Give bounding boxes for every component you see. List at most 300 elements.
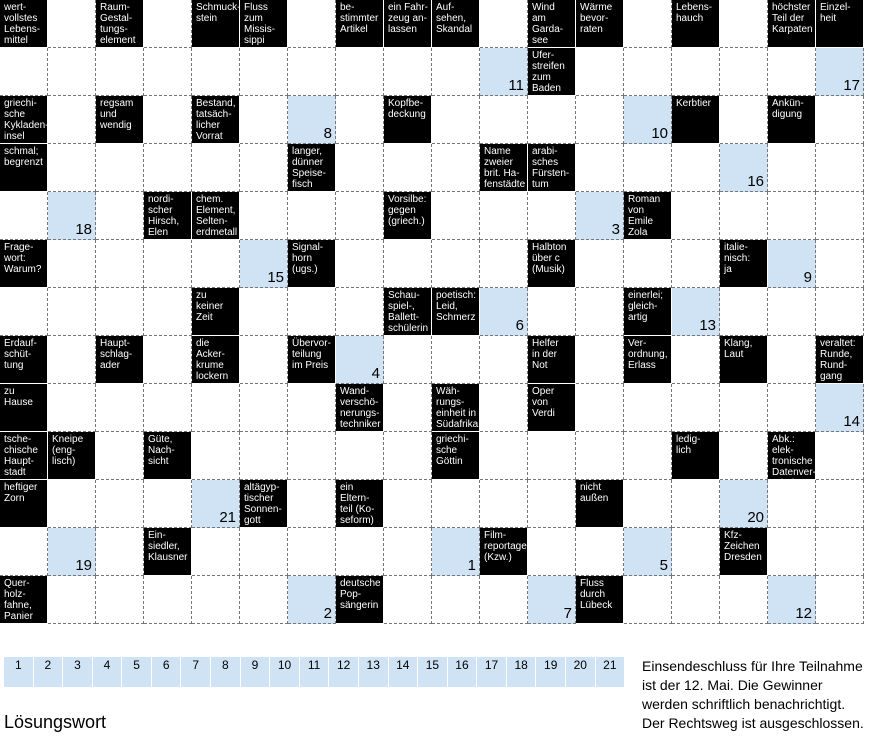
clue-text-line: Emile (628, 216, 654, 227)
answer-cell[interactable] (624, 576, 672, 624)
clue-cell (672, 432, 720, 480)
solution-letter-box[interactable] (34, 657, 64, 687)
solution-letter-box[interactable] (329, 657, 359, 687)
answer-cell[interactable] (720, 192, 768, 240)
clue-text-line: tatsäch- (196, 109, 232, 120)
answer-cell[interactable] (480, 480, 528, 528)
clue-cell (336, 576, 384, 624)
solution-cell[interactable] (432, 528, 480, 576)
answer-cell[interactable] (96, 240, 144, 288)
clue-text-line: Lebens- (676, 2, 713, 13)
answer-cell[interactable] (48, 288, 96, 336)
clue-text-line: Ufer- (532, 50, 555, 61)
answer-cell[interactable] (624, 144, 672, 192)
clue-text-line: seform) (340, 515, 374, 526)
answer-cell[interactable] (432, 240, 480, 288)
answer-cell[interactable] (96, 144, 144, 192)
answer-cell[interactable] (384, 384, 432, 432)
solution-cell[interactable] (768, 240, 816, 288)
answer-cell[interactable] (336, 144, 384, 192)
answer-cell[interactable] (384, 480, 432, 528)
answer-cell[interactable] (576, 528, 624, 576)
answer-cell[interactable] (480, 240, 528, 288)
answer-cell[interactable] (288, 48, 336, 96)
answer-cell[interactable] (96, 432, 144, 480)
answer-cell[interactable] (576, 336, 624, 384)
answer-cell[interactable] (624, 480, 672, 528)
answer-cell[interactable] (528, 192, 576, 240)
clue-text-line: Göttin (436, 456, 463, 467)
answer-cell[interactable] (240, 432, 288, 480)
answer-cell[interactable] (96, 48, 144, 96)
answer-cell[interactable] (720, 0, 768, 48)
answer-cell[interactable] (672, 240, 720, 288)
clue-cell (768, 96, 816, 144)
answer-cell[interactable] (672, 336, 720, 384)
clue-text-line: Ballett- (388, 312, 420, 323)
answer-cell[interactable] (336, 432, 384, 480)
answer-cell[interactable] (144, 336, 192, 384)
solution-letter-box[interactable] (122, 657, 152, 687)
solution-letter-box[interactable] (566, 657, 596, 687)
clue-text-line: Leid, (436, 301, 458, 312)
solution-letter-box[interactable] (63, 657, 93, 687)
answer-cell[interactable] (432, 96, 480, 144)
answer-cell[interactable] (576, 240, 624, 288)
answer-cell[interactable] (0, 288, 48, 336)
notice-line: ist der 12. Mai. Die Gewinner (642, 677, 823, 693)
solution-cell[interactable] (720, 480, 768, 528)
answer-cell[interactable] (384, 144, 432, 192)
solution-cell[interactable] (48, 528, 96, 576)
solution-letter-number: 15 (425, 658, 440, 672)
solution-letter-box[interactable] (4, 657, 34, 687)
solution-number: 12 (795, 605, 812, 622)
clue-text-line: zum (532, 72, 551, 83)
solution-cell[interactable] (768, 576, 816, 624)
clue-text-line: Panier (4, 611, 33, 622)
answer-cell[interactable] (96, 192, 144, 240)
answer-cell[interactable] (768, 192, 816, 240)
answer-cell[interactable] (816, 240, 864, 288)
answer-cell[interactable] (48, 0, 96, 48)
clue-text-line: höchster (772, 2, 811, 13)
clue-cell (0, 0, 48, 48)
clue-text-line: wendig (100, 120, 132, 131)
clue-text-line: Datenver- (772, 467, 816, 478)
answer-cell[interactable] (336, 288, 384, 336)
solution-cell[interactable] (240, 240, 288, 288)
solution-letter-number: 11 (307, 658, 321, 672)
clue-text-line: Gestal- (100, 13, 133, 24)
clue-text-line: (ugs.) (292, 264, 318, 275)
answer-cell[interactable] (624, 384, 672, 432)
answer-cell[interactable] (768, 48, 816, 96)
clue-text-line: Eltern- (340, 493, 370, 504)
answer-cell[interactable] (192, 432, 240, 480)
answer-cell[interactable] (432, 48, 480, 96)
clue-text-line: Acker- (196, 349, 225, 360)
clue-text-line: gegen (388, 205, 416, 216)
answer-cell[interactable] (672, 48, 720, 96)
solution-cell[interactable] (720, 144, 768, 192)
clue-text-line: deckung (388, 109, 426, 120)
answer-cell[interactable] (768, 384, 816, 432)
answer-cell[interactable] (720, 48, 768, 96)
clue-text-line: Schmerz (436, 312, 476, 323)
solution-cell[interactable] (672, 288, 720, 336)
answer-cell[interactable] (528, 96, 576, 144)
answer-cell[interactable] (144, 96, 192, 144)
answer-cell[interactable] (768, 336, 816, 384)
answer-cell[interactable] (144, 480, 192, 528)
clue-text-line: see (532, 35, 549, 46)
answer-cell[interactable] (720, 288, 768, 336)
answer-cell[interactable] (192, 576, 240, 624)
solution-letter-box[interactable] (596, 657, 626, 687)
solution-letter-box[interactable] (477, 657, 507, 687)
clue-text-line: Not (532, 360, 548, 371)
answer-cell[interactable] (576, 144, 624, 192)
solution-cell[interactable] (288, 576, 336, 624)
answer-cell[interactable] (672, 384, 720, 432)
answer-cell[interactable] (288, 192, 336, 240)
clue-text-line: Teil der (772, 13, 805, 24)
solution-number: 21 (219, 509, 236, 526)
answer-cell[interactable] (48, 480, 96, 528)
answer-cell[interactable] (0, 48, 48, 96)
solution-cell[interactable] (528, 576, 576, 624)
answer-cell[interactable] (336, 240, 384, 288)
clue-text-line: altägyp- (244, 482, 280, 493)
clue-text-line: Güte, (148, 434, 173, 445)
answer-cell[interactable] (240, 48, 288, 96)
clue-text-line: über c (532, 253, 560, 264)
clue-text-line: lockern (196, 371, 229, 382)
clue-text-line: ordnung, (628, 349, 668, 360)
answer-cell[interactable] (816, 288, 864, 336)
clue-cell (624, 336, 672, 384)
clue-text-line: veraltet: (820, 338, 856, 349)
clue-text-line: Garda- (532, 24, 564, 35)
answer-cell[interactable] (240, 576, 288, 624)
clue-text-line: (eng- (52, 445, 76, 456)
clue-text-line: Verdi (532, 408, 555, 419)
answer-cell[interactable] (480, 336, 528, 384)
clue-text-line: Übervor- (292, 338, 331, 349)
solution-letter-box[interactable] (448, 657, 478, 687)
solution-cell[interactable] (480, 48, 528, 96)
answer-cell[interactable] (432, 480, 480, 528)
answer-cell[interactable] (144, 48, 192, 96)
clue-text-line: einheit in (436, 408, 477, 419)
clue-cell (336, 384, 384, 432)
clue-text-line: Zeit (196, 312, 213, 323)
clue-text-line: Laut (724, 349, 744, 360)
answer-cell[interactable] (288, 432, 336, 480)
answer-cell[interactable] (624, 0, 672, 48)
answer-cell[interactable] (384, 48, 432, 96)
clue-text-line: von (628, 205, 645, 216)
answer-cell[interactable] (816, 432, 864, 480)
answer-cell[interactable] (480, 432, 528, 480)
solution-cell[interactable] (336, 336, 384, 384)
answer-cell[interactable] (0, 192, 48, 240)
answer-cell[interactable] (336, 96, 384, 144)
solution-letter-number: 8 (221, 658, 229, 672)
answer-cell[interactable] (480, 576, 528, 624)
answer-cell[interactable] (144, 288, 192, 336)
answer-cell[interactable] (288, 480, 336, 528)
answer-cell[interactable] (816, 192, 864, 240)
answer-cell[interactable] (816, 96, 864, 144)
answer-cell[interactable] (672, 528, 720, 576)
answer-cell[interactable] (720, 576, 768, 624)
clue-cell (720, 336, 768, 384)
clue-text-line: rungs- (436, 397, 465, 408)
clue-text-line: poetisch: (436, 290, 477, 301)
clue-text-line: schmal; (4, 146, 39, 157)
answer-cell[interactable] (624, 48, 672, 96)
answer-cell[interactable] (192, 384, 240, 432)
answer-cell[interactable] (528, 288, 576, 336)
answer-cell[interactable] (624, 240, 672, 288)
answer-cell[interactable] (384, 336, 432, 384)
answer-cell[interactable] (528, 528, 576, 576)
answer-cell[interactable] (192, 240, 240, 288)
answer-cell[interactable] (432, 336, 480, 384)
answer-cell[interactable] (288, 288, 336, 336)
solution-cell[interactable] (816, 48, 864, 96)
answer-cell[interactable] (432, 192, 480, 240)
answer-cell[interactable] (576, 432, 624, 480)
clue-text-line: sängerin (340, 600, 379, 611)
clue-cell (768, 432, 816, 489)
solution-letter-box[interactable] (507, 657, 537, 687)
answer-cell[interactable] (384, 240, 432, 288)
clue-text-line: langer, (292, 146, 323, 157)
answer-cell[interactable] (672, 576, 720, 624)
answer-cell[interactable] (48, 384, 96, 432)
clue-cell (0, 384, 48, 432)
clue-text-line: siedler, (148, 541, 180, 552)
solution-letter-box[interactable] (359, 657, 389, 687)
answer-cell[interactable] (48, 336, 96, 384)
answer-cell[interactable] (480, 384, 528, 432)
clue-text-line: Fluss (244, 2, 268, 13)
solution-cell[interactable] (48, 192, 96, 240)
clue-cell (624, 192, 672, 240)
solution-number: 13 (699, 317, 716, 334)
clue-cell (288, 240, 336, 288)
answer-cell[interactable] (528, 432, 576, 480)
solution-cell[interactable] (624, 96, 672, 144)
answer-cell[interactable] (240, 144, 288, 192)
clue-text-line: Ver- (628, 338, 647, 349)
clue-text-line: Roman (628, 194, 661, 205)
clue-cell (336, 0, 384, 48)
answer-cell[interactable] (384, 432, 432, 480)
clue-text-line: die (196, 338, 210, 349)
answer-cell[interactable] (96, 288, 144, 336)
clue-text-line: Elen (148, 227, 169, 238)
clue-text-line: zu (196, 290, 207, 301)
answer-cell[interactable] (96, 384, 144, 432)
solution-letter-box[interactable] (418, 657, 448, 687)
solution-number: 6 (515, 317, 524, 334)
answer-cell[interactable] (288, 0, 336, 48)
clue-text-line: mittel (4, 35, 28, 46)
clue-cell (192, 96, 240, 144)
answer-cell[interactable] (240, 528, 288, 576)
answer-cell[interactable] (240, 336, 288, 384)
answer-cell[interactable] (816, 528, 864, 576)
answer-cell[interactable] (144, 0, 192, 48)
answer-cell[interactable] (720, 384, 768, 432)
clue-cell (240, 0, 288, 48)
solution-letter-box[interactable] (181, 657, 211, 687)
solution-letter-box[interactable] (536, 657, 566, 687)
answer-cell[interactable] (336, 192, 384, 240)
solution-letter-box[interactable] (93, 657, 123, 687)
clue-text-line: techniker (340, 419, 381, 430)
solution-cell[interactable] (480, 288, 528, 336)
clue-text-line: Fluss (580, 578, 604, 589)
answer-cell[interactable] (144, 240, 192, 288)
answer-cell[interactable] (720, 96, 768, 144)
answer-cell[interactable] (816, 576, 864, 624)
solution-letter-box[interactable] (270, 657, 300, 687)
clue-text-line: element (100, 35, 136, 46)
clue-text-line: stimmter (340, 13, 379, 24)
answer-cell[interactable] (48, 240, 96, 288)
answer-cell[interactable] (288, 384, 336, 432)
clue-text-line: griechi- (436, 434, 469, 445)
answer-cell[interactable] (288, 528, 336, 576)
clue-text-line: tum (532, 179, 549, 190)
clue-cell (192, 0, 240, 48)
answer-cell[interactable] (48, 144, 96, 192)
answer-cell[interactable] (48, 576, 96, 624)
answer-cell[interactable] (240, 96, 288, 144)
clue-text-line: Wand- (340, 386, 370, 397)
answer-cell[interactable] (384, 528, 432, 576)
clue-cell (96, 96, 144, 144)
answer-cell[interactable] (768, 528, 816, 576)
clue-text-line: heftiger (4, 482, 38, 493)
clue-text-line: wort: (4, 253, 26, 264)
answer-cell[interactable] (144, 576, 192, 624)
clue-text-line: dünner (292, 157, 324, 168)
clue-cell (0, 432, 48, 480)
clue-text-line: sicht (148, 456, 169, 467)
answer-cell[interactable] (336, 528, 384, 576)
answer-cell[interactable] (432, 576, 480, 624)
clue-text-line: stadt (4, 467, 26, 478)
clue-text-line: Pop- (340, 589, 362, 600)
clue-text-line: gang (820, 371, 843, 382)
answer-cell[interactable] (576, 96, 624, 144)
answer-cell[interactable] (480, 0, 528, 48)
answer-cell[interactable] (480, 192, 528, 240)
answer-cell[interactable] (624, 432, 672, 480)
solution-word-label: Lösungswort (4, 712, 107, 732)
answer-cell[interactable] (144, 384, 192, 432)
solution-cell[interactable] (288, 96, 336, 144)
clue-cell (96, 336, 144, 384)
solution-letter-number: 17 (484, 658, 499, 672)
clue-text-line: Hirsch, (148, 216, 180, 227)
clue-text-line: bevor- (580, 13, 609, 24)
solution-cell[interactable] (624, 528, 672, 576)
solution-number: 2 (323, 605, 332, 622)
answer-cell[interactable] (672, 144, 720, 192)
answer-cell[interactable] (672, 192, 720, 240)
answer-cell[interactable] (816, 480, 864, 528)
clue-text-line: erdmetall (196, 227, 238, 238)
clue-cell (288, 336, 336, 384)
answer-cell[interactable] (240, 384, 288, 432)
clue-text-line: scher (148, 205, 173, 216)
answer-cell[interactable] (768, 480, 816, 528)
clue-text-line: durch (580, 589, 606, 600)
answer-cell[interactable] (48, 48, 96, 96)
clue-text-line: be- (340, 2, 355, 13)
answer-cell[interactable] (192, 528, 240, 576)
solution-number: 19 (75, 557, 92, 574)
answer-cell[interactable] (576, 48, 624, 96)
answer-cell[interactable] (0, 528, 48, 576)
answer-cell[interactable] (720, 432, 768, 480)
answer-cell[interactable] (96, 528, 144, 576)
answer-cell[interactable] (192, 48, 240, 96)
solution-letter-box[interactable] (152, 657, 182, 687)
clue-text-line: zeug an- (388, 13, 427, 24)
answer-cell[interactable] (144, 144, 192, 192)
answer-cell[interactable] (48, 96, 96, 144)
clue-text-line: Schmuck- (196, 2, 241, 13)
answer-cell[interactable] (768, 144, 816, 192)
answer-cell[interactable] (480, 96, 528, 144)
answer-cell[interactable] (384, 576, 432, 624)
solution-cell[interactable] (192, 480, 240, 528)
clue-text-line: stein (196, 13, 218, 24)
clue-text-line: Selten- (196, 216, 228, 227)
solution-cell[interactable] (576, 192, 624, 240)
answer-cell[interactable] (576, 384, 624, 432)
answer-cell[interactable] (96, 480, 144, 528)
solution-cell[interactable] (816, 384, 864, 432)
answer-cell[interactable] (816, 144, 864, 192)
answer-cell[interactable] (528, 480, 576, 528)
answer-cell[interactable] (192, 144, 240, 192)
answer-cell[interactable] (672, 480, 720, 528)
answer-cell[interactable] (240, 288, 288, 336)
clue-cell (528, 48, 576, 96)
solution-letter-box[interactable] (241, 657, 271, 687)
solution-letter-box[interactable] (211, 657, 241, 687)
answer-cell[interactable] (432, 144, 480, 192)
answer-cell[interactable] (576, 288, 624, 336)
answer-cell[interactable] (240, 192, 288, 240)
clue-text-line: lich (676, 445, 692, 456)
answer-cell[interactable] (768, 288, 816, 336)
solution-letter-box[interactable] (389, 657, 419, 687)
clue-cell (576, 0, 624, 48)
answer-cell[interactable] (96, 576, 144, 624)
answer-cell[interactable] (336, 48, 384, 96)
solution-letter-box[interactable] (300, 657, 330, 687)
